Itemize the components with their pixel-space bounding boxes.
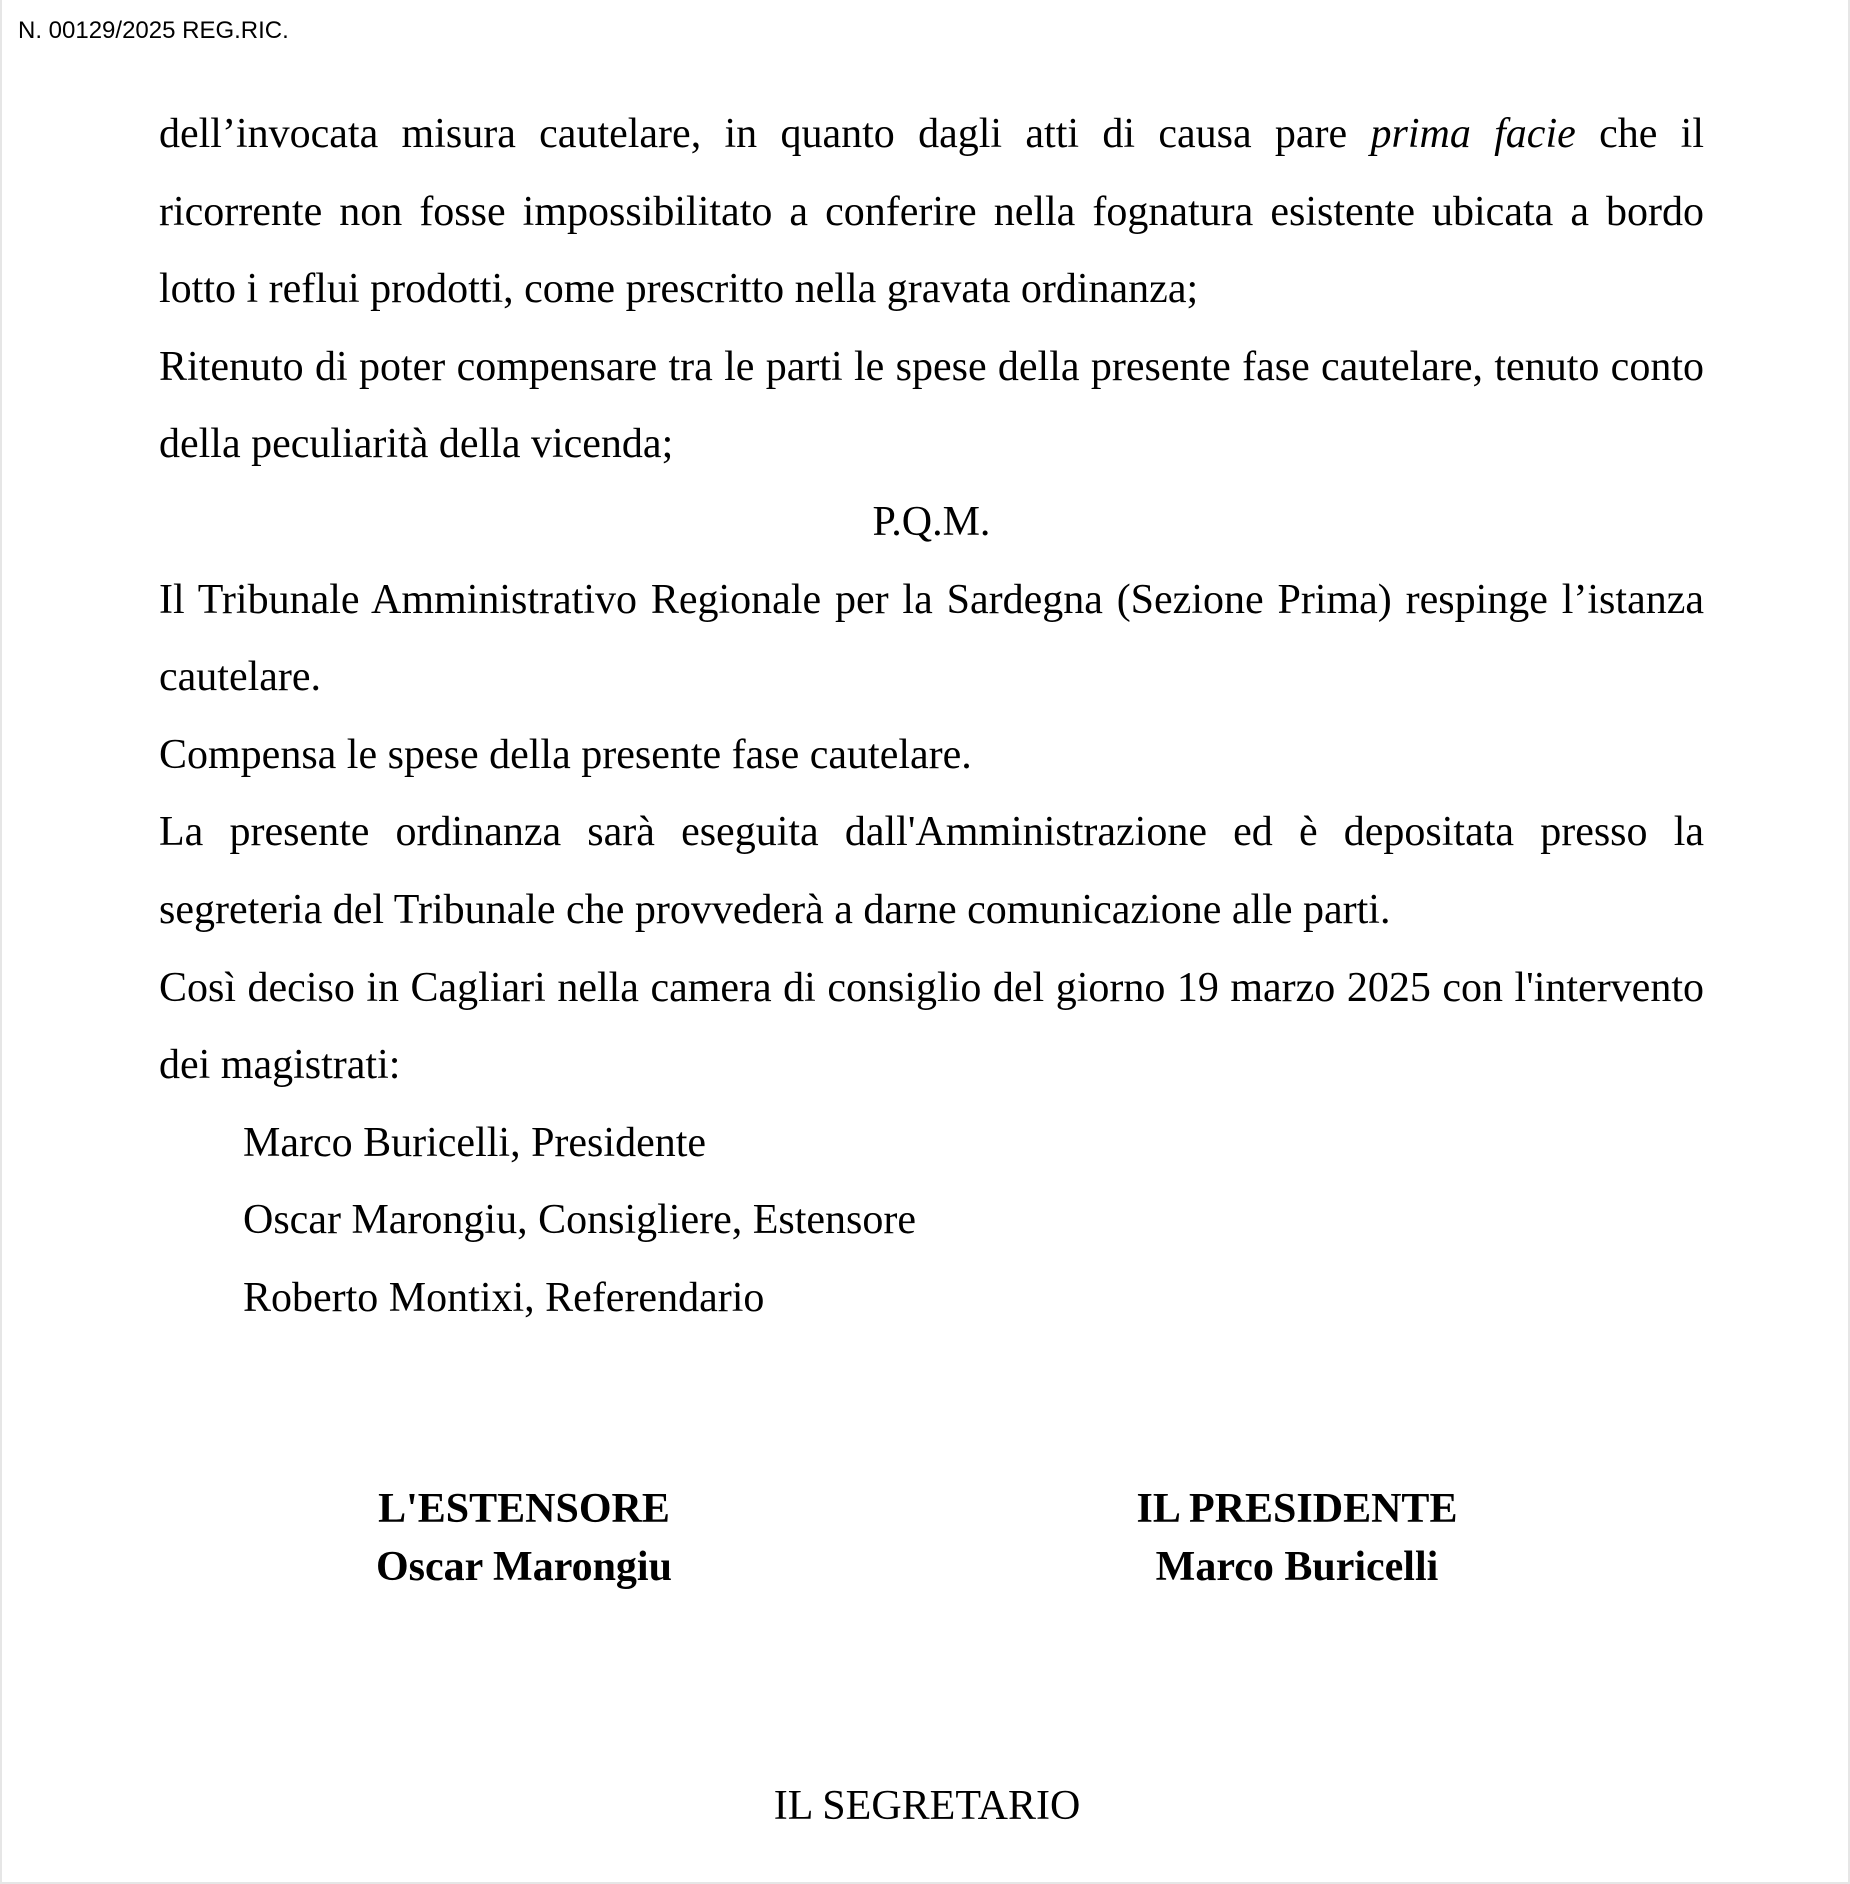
paragraph-decision: Il Tribunale Amministrativo Regionale per la Sardegna (Sezione Prima) respinge l’istanza cautelare.	[159, 576, 1704, 701]
paragraph-cautelare-start: dell’invocata misura cautelare, in quanto dagli atti di causa pare	[159, 111, 1371, 157]
signature-estensore	[224, 1480, 824, 1596]
judge-item: Roberto Montixi, Referendario	[243, 1274, 765, 1321]
signature-presidente	[997, 1480, 1597, 1596]
pqm-heading: P.Q.M.	[872, 498, 991, 545]
register-number: N. 00129/2025 REG.RIC.	[18, 17, 289, 44]
latin-phrase: prima facie	[1370, 111, 1576, 157]
judge-item: Oscar Marongiu, Consigliere, Estensore	[243, 1197, 917, 1244]
signature-role: IL PRESIDENTE	[1136, 1486, 1458, 1532]
signature-name: Oscar Marongiu	[376, 1544, 672, 1590]
paragraph-compensa: Compensa le spese della presente fase cautelare.	[159, 731, 972, 778]
signature-segretario: IL SEGRETARIO	[773, 1783, 1081, 1829]
paragraph-spese: Ritenuto di poter compensare tra le parti le spese della presente fase cautelare, tenuto conto della peculiarità della vicenda;	[159, 343, 1704, 468]
judge-item: Marco Buricelli, Presidente	[243, 1119, 707, 1166]
paragraph-cautelare-end: che il ricorrente non fosse impossibilitato a conferire nella fognatura esistente ubicata a bordo lotto i reflui prodotti, come prescritto nella gravata ordinanza;	[159, 111, 1705, 313]
paragraph-cautelare	[159, 96, 1704, 329]
paragraph-esecuzione: La presente ordinanza sarà eseguita dall'Amministrazione ed è depositata presso la segreteria del Tribunale che provvederà a darne comunicazione alle parti.	[159, 809, 1704, 933]
signature-name: Marco Buricelli	[1155, 1544, 1439, 1590]
signature-role: L'ESTENSORE	[378, 1486, 670, 1532]
paragraph-deciso: Così deciso in Cagliari nella camera di consiglio del giorno 19 marzo 2025 con l'intervento dei magistrati:	[159, 964, 1704, 1089]
document-body	[159, 96, 1704, 1338]
